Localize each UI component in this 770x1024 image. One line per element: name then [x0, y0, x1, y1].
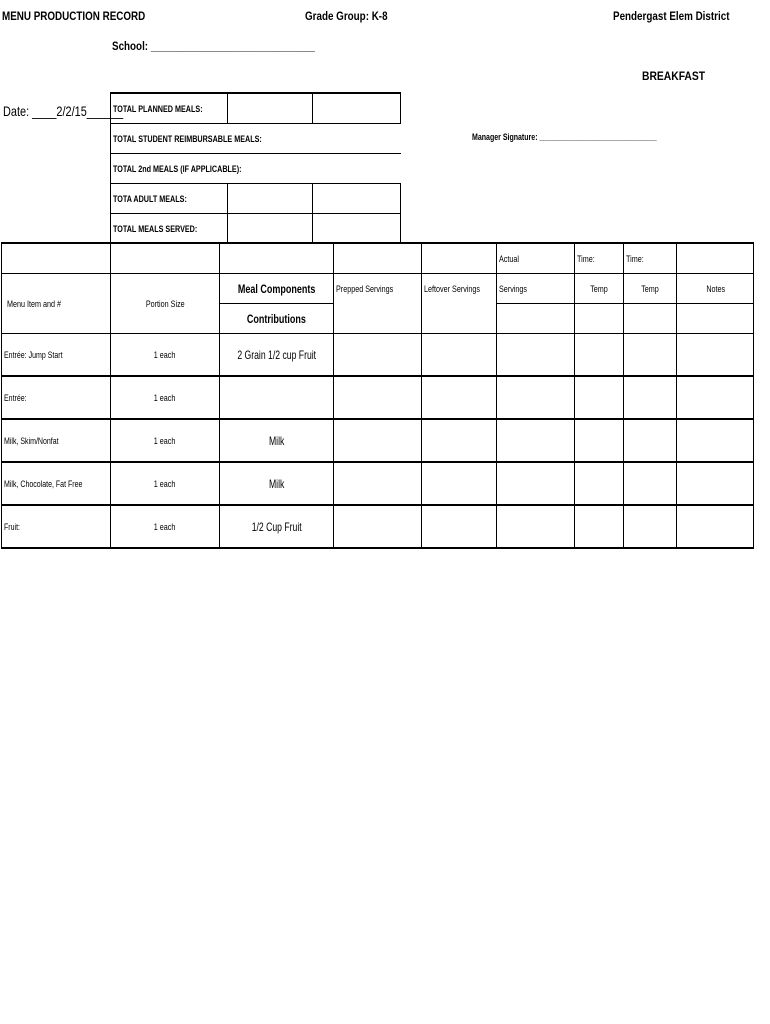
header-text: Time:: [577, 253, 596, 264]
temp-cell[interactable]: [575, 462, 624, 505]
header-cell: [677, 304, 754, 334]
header-text: Servings: [499, 283, 528, 294]
totals-value-cell[interactable]: [228, 214, 313, 244]
portion-cell: [111, 419, 220, 462]
servings-cell[interactable]: [497, 462, 575, 505]
components-cell: [220, 334, 334, 377]
temp-cell[interactable]: [575, 505, 624, 548]
menu-item-cell: [2, 334, 111, 377]
header-contributions: [220, 304, 334, 334]
header-text: Prepped Servings: [336, 284, 394, 294]
menu-item-text: Entrée: Jump Start: [4, 349, 63, 360]
components-text: Milk: [269, 476, 285, 491]
header-text: Meal Components: [237, 281, 316, 296]
table-row: [2, 334, 754, 377]
district-name: Pendergast Elem District: [613, 9, 730, 23]
components-text: 2 Grain 1/2 cup Fruit: [237, 347, 317, 362]
header-cell: [220, 243, 334, 274]
totals-label: [111, 184, 228, 214]
totals-row-served: [111, 214, 401, 244]
temp-cell[interactable]: [575, 419, 624, 462]
totals-label-text: TOTAL MEALS SERVED:: [113, 223, 198, 234]
table-row: [2, 505, 754, 548]
notes-cell[interactable]: [677, 376, 754, 419]
portion-text: 1 each: [154, 349, 176, 360]
menu-item-text: Entrée:: [4, 392, 27, 403]
totals-value-cell[interactable]: [313, 184, 401, 214]
table-row: [2, 419, 754, 462]
header-time-2[interactable]: [624, 243, 677, 274]
header-cell: [422, 243, 497, 274]
portion-cell: [111, 505, 220, 548]
header-text: Actual: [499, 253, 520, 264]
menu-item-cell: [2, 419, 111, 462]
leftover-cell[interactable]: [422, 505, 497, 548]
header-time-1[interactable]: [575, 243, 624, 274]
leftover-cell[interactable]: [422, 462, 497, 505]
menu-item-cell: [2, 376, 111, 419]
prepped-cell[interactable]: [334, 419, 422, 462]
header-text: Notes: [706, 283, 725, 294]
totals-label-text: TOTA ADULT MEALS:: [113, 193, 187, 204]
totals-row-adult: [111, 184, 401, 214]
header-text: Time:: [626, 253, 645, 264]
temp-cell[interactable]: [575, 334, 624, 377]
leftover-cell[interactable]: [422, 334, 497, 377]
menu-item-text: Milk, Skim/Nonfat: [4, 435, 59, 446]
date-field[interactable]: Date: ____2/2/15______: [3, 103, 124, 119]
manager-signature-field[interactable]: Manager Signature: ______________________________: [472, 132, 657, 142]
totals-label-text: TOTAL PLANNED MEALS:: [113, 103, 203, 114]
prepped-cell[interactable]: [334, 505, 422, 548]
header-cell: [334, 243, 422, 274]
portion-text: 1 each: [154, 478, 176, 489]
header-cell: [575, 304, 624, 334]
servings-cell[interactable]: [497, 376, 575, 419]
menu-item-text: Milk, Chocolate, Fat Free: [4, 478, 83, 489]
header-cell: [497, 304, 575, 334]
header-text: Temp: [641, 283, 660, 294]
header-text: Menu Item and #: [7, 298, 62, 309]
servings-cell[interactable]: [497, 419, 575, 462]
prepped-cell[interactable]: [334, 376, 422, 419]
header-cell: [677, 243, 754, 274]
totals-value-cell[interactable]: [228, 93, 313, 124]
totals-label: [111, 154, 401, 184]
prepped-cell[interactable]: [334, 462, 422, 505]
table-row: [2, 376, 754, 419]
school-field[interactable]: School: ______________________________: [112, 39, 315, 53]
header-text: Portion Size: [145, 298, 185, 309]
production-table: [1, 242, 754, 549]
leftover-cell[interactable]: [422, 376, 497, 419]
table-header-row: [2, 243, 754, 274]
table-header-row: [2, 274, 754, 304]
totals-label-text: TOTAL STUDENT REIMBURSABLE MEALS:: [113, 133, 262, 144]
menu-item-cell: [2, 505, 111, 548]
totals-row-reimbursable: [111, 124, 401, 154]
portion-cell: [111, 376, 220, 419]
menu-item-text: Fruit:: [4, 521, 21, 532]
notes-cell[interactable]: [677, 462, 754, 505]
header-leftover: [422, 274, 497, 334]
portion-cell: [111, 334, 220, 377]
temp-cell[interactable]: [624, 505, 677, 548]
header-text: Contributions: [247, 311, 307, 326]
notes-cell[interactable]: [677, 334, 754, 377]
totals-label-text: TOTAL 2nd MEALS (IF APPLICABLE):: [113, 163, 242, 174]
portion-text: 1 each: [154, 521, 176, 532]
temp-cell[interactable]: [624, 376, 677, 419]
portion-text: 1 each: [154, 392, 176, 403]
header-portion-size: [111, 274, 220, 334]
totals-value-cell[interactable]: [313, 93, 401, 124]
components-cell: [220, 419, 334, 462]
header-text: Leftover Servings: [424, 284, 481, 294]
header-cell: [2, 243, 111, 274]
menu-item-cell: [2, 462, 111, 505]
totals-row-planned: [111, 93, 401, 124]
header-meal-components: [220, 274, 334, 304]
temp-cell[interactable]: [624, 334, 677, 377]
meal-type: BREAKFAST: [642, 69, 706, 83]
servings-cell[interactable]: [497, 334, 575, 377]
components-cell: [220, 462, 334, 505]
header-cell: [111, 243, 220, 274]
totals-label: [111, 93, 228, 124]
temp-cell[interactable]: [624, 462, 677, 505]
header-servings: [497, 274, 575, 304]
servings-cell[interactable]: [497, 505, 575, 548]
table-row: [2, 462, 754, 505]
leftover-cell[interactable]: [422, 419, 497, 462]
header-temp-1: [575, 274, 624, 304]
components-text: 1/2 Cup Fruit: [251, 519, 302, 534]
notes-cell[interactable]: [677, 505, 754, 548]
portion-text: 1 each: [154, 435, 176, 446]
header-text: Temp: [590, 283, 609, 294]
meal-totals-table: [110, 92, 401, 244]
prepped-cell[interactable]: [334, 334, 422, 377]
components-cell: [220, 505, 334, 548]
header-prepped: [334, 274, 422, 334]
grade-group: Grade Group: K-8: [305, 9, 388, 23]
components-cell: [220, 376, 334, 419]
header-actual: [497, 243, 575, 274]
portion-cell: [111, 462, 220, 505]
header-menu-item: [2, 274, 111, 334]
totals-row-second: [111, 154, 401, 184]
notes-cell[interactable]: [677, 419, 754, 462]
temp-cell[interactable]: [575, 376, 624, 419]
page-title: MENU PRODUCTION RECORD: [2, 9, 146, 23]
components-text: Milk: [269, 433, 285, 448]
header-notes: [677, 274, 754, 304]
temp-cell[interactable]: [624, 419, 677, 462]
totals-value-cell[interactable]: [228, 184, 313, 214]
header-cell: [624, 304, 677, 334]
totals-value-cell[interactable]: [313, 214, 401, 244]
totals-label: [111, 214, 228, 244]
totals-label: [111, 124, 401, 154]
header-temp-2: [624, 274, 677, 304]
